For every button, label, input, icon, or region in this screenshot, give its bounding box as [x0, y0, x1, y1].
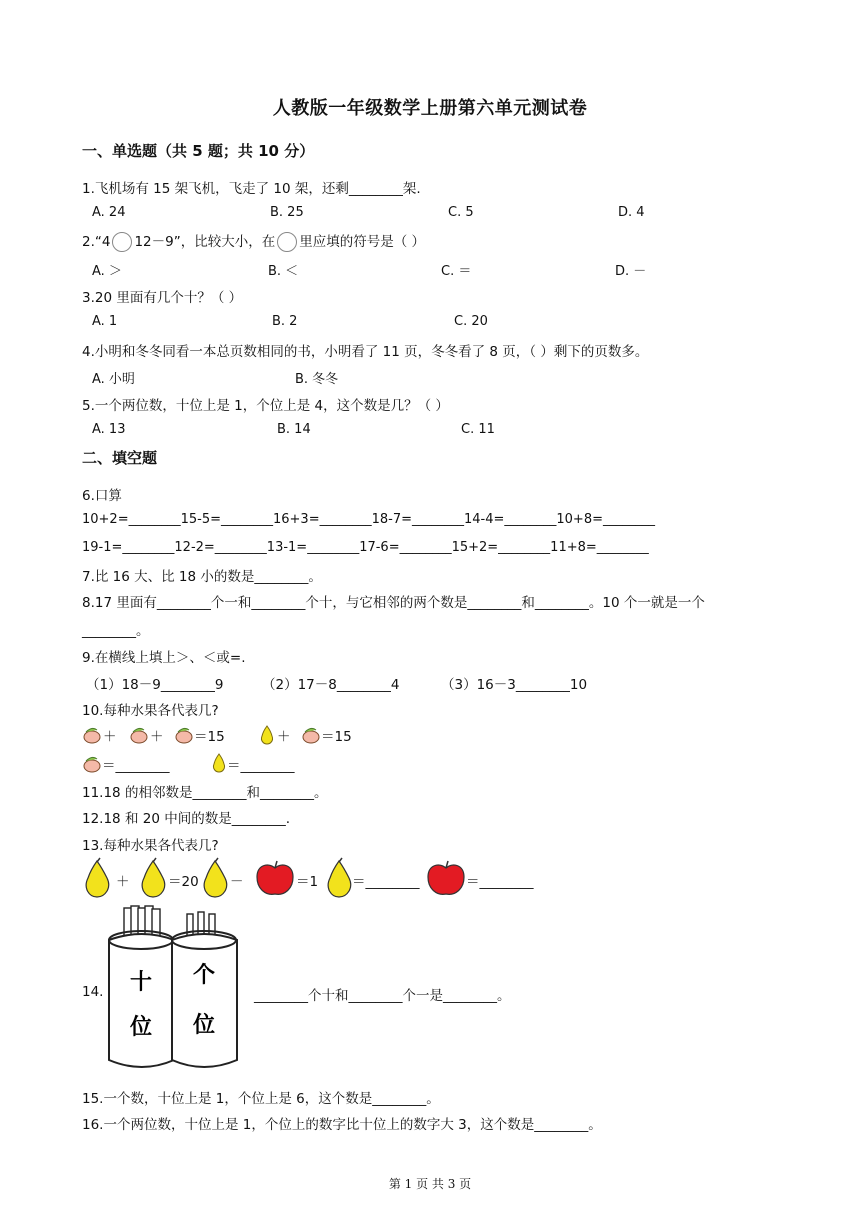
ones-label-char-2: 位 — [192, 1012, 216, 1038]
question-4: 4.小明和冬冬同看一本总页数相同的书，小明看了 11 页，冬冬看了 8 页，（ ）剩下的页数多。 — [82, 344, 649, 360]
tens-label-char-2: 位 — [129, 1014, 153, 1040]
q2-text-part3: 里应填的符号是（ ） — [299, 234, 426, 250]
q13-equations — [80, 858, 560, 900]
plus-sign: ＋ — [150, 729, 164, 745]
plus-sign: ＋ — [277, 729, 291, 745]
question-12: 12.18 和 20 中间的数是________. — [82, 811, 290, 827]
pear-icon — [322, 858, 356, 898]
q2-option-b: B. ＜ — [268, 264, 299, 279]
q5-option-c: C. 11 — [461, 422, 495, 437]
q1-option-d: D. 4 — [618, 205, 645, 220]
q2-text-part1: 2.“4 — [82, 234, 111, 250]
peach-icon — [129, 726, 149, 744]
pear-icon — [80, 858, 114, 898]
question-10: 10.每种水果各代表几? — [82, 703, 219, 719]
comparison-circle-icon — [277, 232, 297, 252]
question-14-number: 14. — [82, 984, 104, 1000]
q1-option-c: C. 5 — [448, 205, 474, 220]
q6-calc-row-1: 10+2=________15-5=________16+3=________18-7=________14-4=________10+8=________ — [82, 512, 655, 527]
peach-icon — [301, 726, 321, 744]
page-title: 人教版一年级数学上册第六单元测试卷 — [272, 98, 588, 119]
q9-item-2: （2）17－8________4 — [262, 677, 400, 693]
answer-blank: ＝________ — [227, 758, 295, 774]
q6-calc-row-2: 19-1=________12-2=________13-1=________17-6=________15+2=________11+8=________ — [82, 540, 649, 555]
q3-option-c: C. 20 — [454, 314, 488, 329]
question-16: 16.一个两位数，十位上是 1，个位上的数字比十位上的数字大 3，这个数是________。 — [82, 1117, 602, 1133]
minus-sign: － — [230, 874, 244, 890]
question-9: 9.在横线上填上＞、＜或=. — [82, 650, 246, 666]
apple-icon — [425, 860, 467, 898]
page-footer: 第 1 页 共 3 页 — [388, 1177, 472, 1191]
question-5: 5.一个两位数，十位上是 1，个位上是 4，这个数是几？（ ） — [82, 398, 449, 414]
q4-option-b: B. 冬冬 — [295, 372, 339, 387]
q4-option-a: A. 小明 — [92, 372, 135, 387]
q2-option-a: A. ＞ — [92, 264, 122, 279]
plus-sign: ＋ — [103, 729, 117, 745]
section-heading-fill-in: 二、填空题 — [82, 449, 158, 467]
plus-sign: ＋ — [116, 874, 130, 890]
question-8-line-2: ________。 — [82, 623, 150, 639]
peach-icon — [174, 726, 194, 744]
pear-icon — [211, 752, 227, 772]
q2-text-part2: 12－9”，比较大小，在 — [134, 234, 276, 250]
equals-15: ＝15 — [194, 729, 225, 745]
question-13: 13.每种水果各代表几? — [82, 838, 219, 854]
answer-blank: ＝________ — [352, 874, 420, 890]
peach-icon — [82, 726, 102, 744]
answer-blank: ＝________ — [102, 758, 170, 774]
comparison-circle-icon — [112, 232, 132, 252]
q9-item-3: （3）16－3________10 — [441, 677, 588, 693]
q2-option-d: D. － — [615, 264, 647, 279]
equals-15: ＝15 — [321, 729, 352, 745]
pear-icon — [198, 858, 232, 898]
question-15: 15.一个数，十位上是 1，个位上是 6，这个数是________。 — [82, 1091, 440, 1107]
question-7: 7.比 16 大、比 18 小的数是________。 — [82, 569, 322, 585]
question-8-line-1: 8.17 里面有________个一和________个十，与它相邻的两个数是________和________。10 个一就是一个 — [82, 595, 705, 611]
tens-label-char-1: 十 — [129, 969, 153, 995]
pear-icon — [136, 858, 170, 898]
equals-1: ＝1 — [296, 874, 319, 890]
q3-option-a: A. 1 — [92, 314, 118, 329]
question-11: 11.18 的相邻数是________和________。 — [82, 785, 328, 801]
q1-option-a: A. 24 — [92, 205, 126, 220]
question-6: 6.口算 — [82, 488, 122, 504]
q1-option-b: B. 25 — [270, 205, 304, 220]
answer-blank: ＝________ — [466, 874, 534, 890]
equals-20: ＝20 — [168, 874, 199, 890]
section-heading-single-choice: 一、单选题（共 5 题；共 10 分） — [82, 142, 315, 160]
ones-label-char-1: 个 — [192, 962, 216, 988]
question-3: 3.20 里面有几个十？（ ） — [82, 290, 243, 306]
peach-icon — [82, 755, 102, 773]
apple-icon — [254, 860, 296, 898]
place-value-cups-image — [104, 904, 244, 1072]
question-2 — [82, 230, 425, 252]
q9-item-1: （1）18－9________9 — [86, 677, 224, 693]
pear-icon — [259, 724, 275, 744]
q5-option-a: A. 13 — [92, 422, 126, 437]
q5-option-b: B. 14 — [277, 422, 311, 437]
question-1: 1.飞机场有 15 架飞机，飞走了 10 架，还剩________架. — [82, 181, 421, 197]
question-14-text: ________个十和________个一是________。 — [254, 988, 511, 1004]
q2-option-c: C. ＝ — [441, 264, 472, 279]
q3-option-b: B. 2 — [272, 314, 298, 329]
